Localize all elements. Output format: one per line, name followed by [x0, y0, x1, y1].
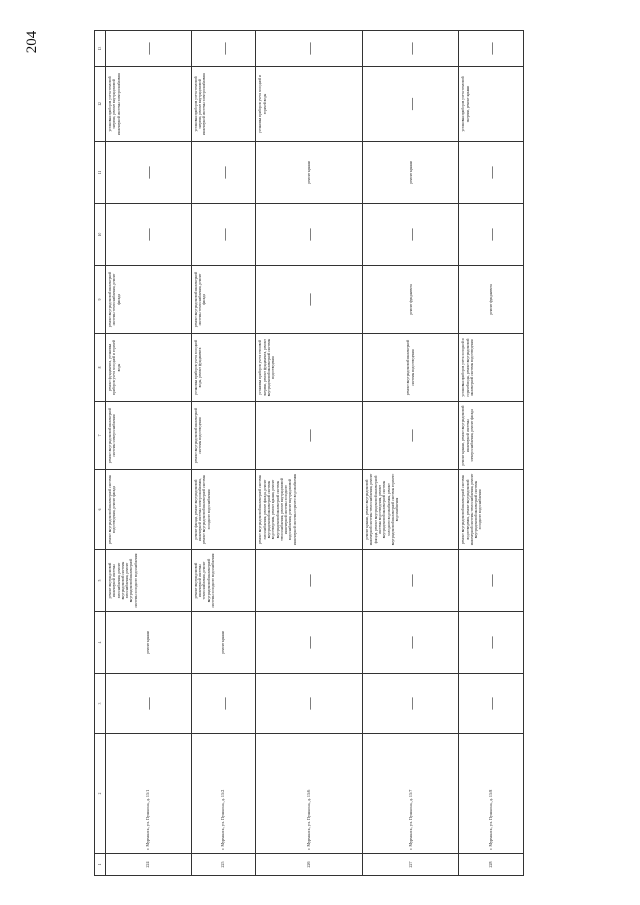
- work-cell: ремонт фундамента: [459, 266, 524, 334]
- column-number: 7: [95, 402, 106, 470]
- work-cell: ремонт фасада, ремонт внутридомовой инженерной системы электроснабжения, ремонт внутридомовой инженерной системы холодного водоснабжения: [191, 470, 256, 550]
- work-cell: установка приборов учета тепловой энергии, ремонт внутридомовой инженерной системы электроснабжения: [191, 67, 256, 142]
- work-cell: —: [106, 31, 192, 67]
- work-cell: ремонт внутридомовой инженерной системы водоотведения: [191, 402, 256, 470]
- work-cell: —: [459, 142, 524, 204]
- work-cell: ремонт внутридомовой инженерной системы теплоснабжения, ремонт внутридомовой инженерной системы холодного водоснабжения: [191, 550, 256, 612]
- work-cell: ремонт внутридомовой инженерной системы водоотведения, ремонт фасада: [106, 470, 192, 550]
- registry-table-container: [94, 31, 524, 876]
- work-cell: ремонт крыши: [363, 142, 459, 204]
- address-cell: г. Мурманск, ул. Пушкина, д. 15/2: [191, 734, 256, 854]
- work-cell: —: [256, 204, 363, 266]
- column-number: 2: [95, 734, 106, 854]
- work-cell: ремонт внутридомовой инженерной системы теплоснабжения, ремонт фасада: [106, 266, 192, 334]
- work-cell: ремонт внутридомовой инженерной системы электроснабжения: [106, 402, 192, 470]
- repair-schedule-table: [94, 30, 524, 876]
- work-cell: ремонт внутридомовой инженерной системы газоснабжения, ремонт фасада, ремонт внутридомовой инженерной системы водоотведения, ремонт крыши, ремонт внутридомовой инженерной системы теплоснабжения, ремонт внутридомовой инженерной системы холодного водоснабжения, ремонт внутридомовой инженерной системы горячего водоснабжения: [256, 470, 363, 550]
- column-number: 9: [95, 266, 106, 334]
- address-cell: г. Мурманск, ул. Пушкина, д. 15/8: [459, 734, 524, 854]
- work-cell: ремонт крыши, ремонт внутридомовой инженерной системы электроснабжения, ремонт фасада: [459, 402, 524, 470]
- work-cell: —: [256, 674, 363, 734]
- work-cell: —: [363, 674, 459, 734]
- work-cell: ремонт фундамента, установка приборов учета холодной и горячей воды: [106, 334, 192, 402]
- work-cell: —: [459, 612, 524, 674]
- work-cell: —: [256, 266, 363, 334]
- work-cell: ремонт внутридомовой инженерной системы теплоснабжения, ремонт фасада: [191, 266, 256, 334]
- column-number: 6: [95, 470, 106, 550]
- work-cell: —: [256, 31, 363, 67]
- column-number: 12: [95, 67, 106, 142]
- column-number-row: [95, 31, 106, 876]
- column-number: 3: [95, 674, 106, 734]
- table-row: [459, 31, 524, 876]
- work-cell: —: [459, 550, 524, 612]
- work-cell: —: [459, 204, 524, 266]
- row-number: 224: [106, 854, 192, 876]
- work-cell: ремонт внутридомовой инженерной системы водоотведения, ремонт внутридомовой инженерной системы теплоснабжения, ремонт внутридомовой инженерной системы холодного водоснабжения: [459, 470, 524, 550]
- column-number: 11: [95, 142, 106, 204]
- table-row: [363, 31, 459, 876]
- work-cell: —: [363, 612, 459, 674]
- table-row: [106, 31, 192, 876]
- table-row: [191, 31, 256, 876]
- address-cell: г. Мурманск, ул. Пушкина, д. 15/7: [363, 734, 459, 854]
- row-number: 228: [459, 854, 524, 876]
- work-cell: —: [363, 31, 459, 67]
- work-cell: —: [106, 204, 192, 266]
- work-cell: —: [363, 67, 459, 142]
- work-cell: установка приборов учета тепловой энергии, ремонт внутридомовой инженерной системы электроснабжения: [106, 67, 192, 142]
- column-number: 1: [95, 854, 106, 876]
- address-cell: г. Мурманск, ул. Пушкина, д. 15/6: [256, 734, 363, 854]
- column-number: 13: [95, 31, 106, 67]
- table-row: [256, 31, 363, 876]
- column-number: 4: [95, 612, 106, 674]
- work-cell: —: [256, 612, 363, 674]
- work-cell: —: [106, 142, 192, 204]
- address-cell: г. Мурманск, ул. Пушкина, д. 15/1: [106, 734, 192, 854]
- work-cell: ремонт крыши, ремонт внутридомовой инженерной системы теплоснабжения, ремонт фасада, ремонт внутридомовой инженерной системы водоотведения, ремонт внутридомовой инженерной системы холодного водоснабжения, ремонт внутридомовой инженерной системы горячего водоснабжения: [363, 470, 459, 550]
- work-cell: —: [363, 550, 459, 612]
- work-cell: —: [191, 204, 256, 266]
- work-cell: ремонт крыши: [191, 612, 256, 674]
- row-number: 227: [363, 854, 459, 876]
- work-cell: установка приборов учета тепловой энергии, ремонт фундамента, ремонт внутридомовой инженерной системы водоотведения: [256, 334, 363, 402]
- work-cell: ремонт крыши: [256, 142, 363, 204]
- column-number: 8: [95, 334, 106, 402]
- work-cell: —: [459, 31, 524, 67]
- page-number: 204: [23, 30, 40, 54]
- column-number: 5: [95, 550, 106, 612]
- work-cell: ремонт внутридомовой инженерной системы газоснабжения, ремонт внутридомовой системы газоснабжения, ремонт внутридомовой инженерной системы холодного водоснабжения: [106, 550, 192, 612]
- row-number: 225: [191, 854, 256, 876]
- work-cell: установка приборов учета тепловой энергии, ремонт крыши: [459, 67, 524, 142]
- work-cell: установка приборов учета холодной и горячей воды, ремонт внутридомовой инженерной системы водоотведения: [459, 334, 524, 402]
- row-number: 226: [256, 854, 363, 876]
- work-cell: —: [191, 142, 256, 204]
- work-cell: —: [459, 674, 524, 734]
- column-number: 10: [95, 204, 106, 266]
- work-cell: ремонт внутридомовой инженерной системы водоотведения: [363, 334, 459, 402]
- work-cell: ремонт крыши: [106, 612, 192, 674]
- work-cell: установка приборов учета холодной и горячей воды: [256, 67, 363, 142]
- work-cell: —: [106, 674, 192, 734]
- work-cell: —: [363, 402, 459, 470]
- work-cell: —: [256, 402, 363, 470]
- work-cell: установка приборов учета холодной воды, ремонт фундамента: [191, 334, 256, 402]
- work-cell: —: [256, 550, 363, 612]
- work-cell: ремонт фундамента: [363, 266, 459, 334]
- work-cell: —: [363, 204, 459, 266]
- work-cell: —: [191, 31, 256, 67]
- work-cell: —: [191, 674, 256, 734]
